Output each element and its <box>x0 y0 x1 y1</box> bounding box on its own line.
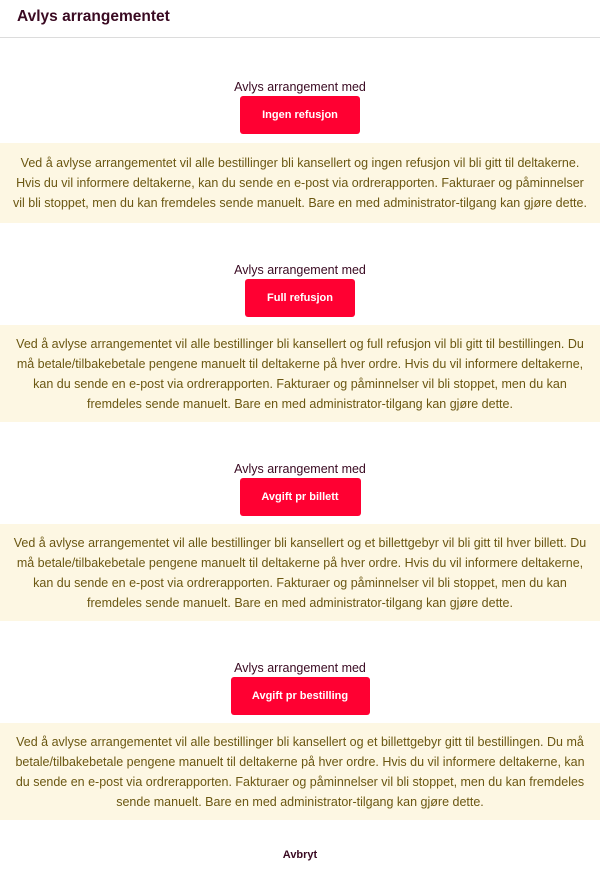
refund-option-no-refund <box>0 80 600 223</box>
option-label: Avlys arrangement med <box>234 80 366 94</box>
option-description: Ved å avlyse arrangementet vil alle bestillinger bli kansellert og et billettgebyr vil bli gitt til hver billett. Du må betale/tilbakebetale pengene manuelt til deltakerne på hver ordre. Hvis du vil informere deltakerne, kan du sende en e-post via ordrerapporten. Fakturaer og påminnelser vil bli stoppet, men du kan fremdeles sende manuelt. Bare en med administrator-tilgang kan gjøre dette. <box>0 524 600 621</box>
fee-per-ticket-button[interactable]: Avgift pr billett <box>240 478 361 516</box>
refund-option-fee-per-order <box>0 661 600 820</box>
full-refund-button[interactable]: Full refusjon <box>245 279 355 317</box>
option-description: Ved å avlyse arrangementet vil alle bestillinger bli kansellert og ingen refusjon vil bli gitt til deltakerne. Hvis du vil informere deltakerne, kan du sende en e-post via ordrerapporten. Fakturaer og påminnelser vil bli stoppet, men du kan fremdeles sende manuelt. Bare en med administrator-tilgang kan gjøre dette. <box>0 143 600 223</box>
fee-per-order-button[interactable]: Avgift pr bestilling <box>231 677 370 715</box>
option-description: Ved å avlyse arrangementet vil alle bestillinger bli kansellert og full refusjon vil bli gitt til bestillingen. Du må betale/tilbakebetale pengene manuelt til deltakerne på hver ordre. Hvis du vil informere deltakerne, kan du sende en e-post via ordrerapporten. Fakturaer og påminnelser vil bli stoppet, men du kan fremdeles sende manuelt. Bare en med administrator-tilgang kan gjøre dette. <box>0 325 600 422</box>
option-label: Avlys arrangement med <box>234 462 366 476</box>
option-header <box>0 80 600 134</box>
refund-option-fee-per-ticket <box>0 462 600 621</box>
option-label: Avlys arrangement med <box>234 263 366 277</box>
option-header <box>0 661 600 715</box>
modal-footer <box>0 849 600 861</box>
option-description: Ved å avlyse arrangementet vil alle bestillinger bli kansellert og et billettgebyr gitt til bestillingen. Du må betale/tilbakebetale pengene manuelt til deltakerne på hver ordre. Hvis du vil informere deltakerne, kan du sende en e-post via ordrerapporten. Fakturaer og påminnelser vil bli stoppet, men du kan fremdeles sende manuelt. Bare en med administrator-tilgang kan gjøre dette. <box>0 723 600 820</box>
cancel-button[interactable]: Avbryt <box>282 849 318 861</box>
option-header <box>0 462 600 516</box>
no-refund-button[interactable]: Ingen refusjon <box>240 96 360 134</box>
refund-option-full-refund <box>0 263 600 422</box>
modal-header <box>0 0 600 38</box>
modal-title: Avlys arrangementet <box>17 8 170 25</box>
option-header <box>0 263 600 317</box>
option-label: Avlys arrangement med <box>234 661 366 675</box>
